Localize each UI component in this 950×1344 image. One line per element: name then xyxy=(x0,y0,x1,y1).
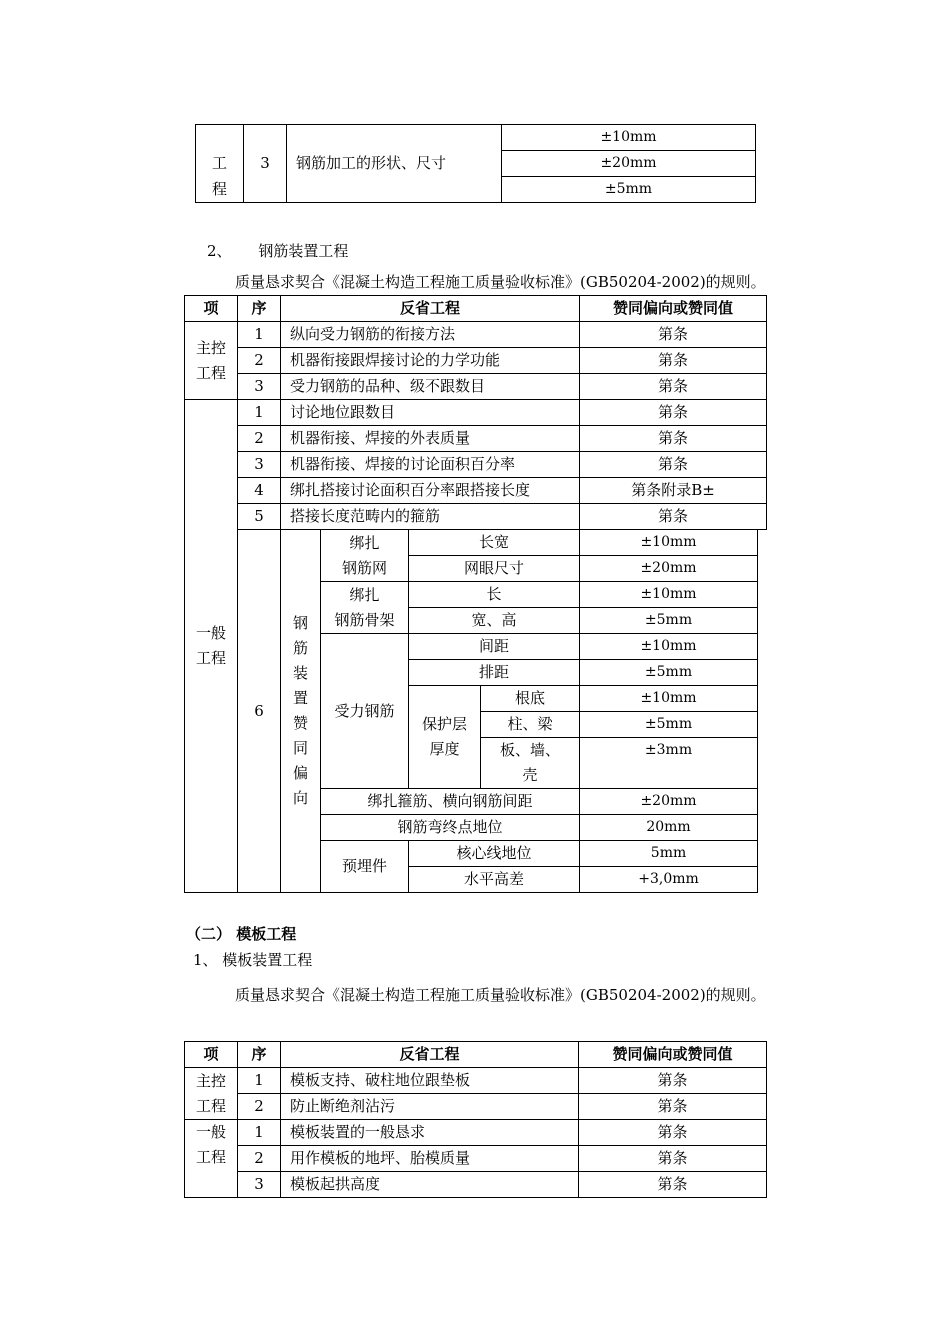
row-item: 机器衔接、焊接的讨论面积百分率 xyxy=(281,452,580,478)
row-item: 机器衔接、焊接的外表质量 xyxy=(281,426,580,452)
general-label: 一般 工程 xyxy=(185,1120,238,1198)
sub-value: ±5mm xyxy=(580,608,758,634)
sub-item: 排距 xyxy=(409,660,580,686)
row-seq: 3 xyxy=(238,452,281,478)
sub-value: ±5mm xyxy=(580,660,758,686)
value-cell: ±10mm xyxy=(502,125,756,151)
row-seq: 1 xyxy=(238,322,281,348)
header-check: 反省工程 xyxy=(281,296,580,322)
row-item: 纵向受力钢筋的衔接方法 xyxy=(281,322,580,348)
row-value: 第条 xyxy=(580,322,767,348)
header-seq: 序 xyxy=(238,296,281,322)
row-value: 第条 xyxy=(580,452,767,478)
row-value: 第条 xyxy=(580,348,767,374)
embed-label: 预埋件 xyxy=(321,841,409,893)
row-value: 第条 xyxy=(580,426,767,452)
row-seq: 6 xyxy=(238,530,281,893)
mesh-label: 绑扎 钢筋网 xyxy=(321,530,409,582)
row-seq: 2 xyxy=(238,1146,281,1172)
row-seq: 5 xyxy=(238,504,281,530)
row-item: 用作模板的地坪、胎模质量 xyxy=(281,1146,579,1172)
row-value: 第条 xyxy=(579,1146,767,1172)
general-label: 一般 工程 xyxy=(185,400,238,893)
sub-value: ±10mm xyxy=(580,530,758,556)
header-seq: 序 xyxy=(238,1042,281,1068)
sub-value: 20mm xyxy=(580,815,758,841)
sub-value: ±3mm xyxy=(580,738,758,789)
header-item: 项 xyxy=(185,296,238,322)
cage-label: 绑扎 钢筋骨架 xyxy=(321,582,409,634)
row-item: 机器衔接跟焊接讨论的力学功能 xyxy=(281,348,580,374)
header-tolerance: 赞同偏向或赞同值 xyxy=(579,1042,767,1068)
row-value: 第条 xyxy=(579,1120,767,1146)
sub-item: 钢筋弯终点地位 xyxy=(321,815,580,841)
value-cell: ±20mm xyxy=(502,151,756,177)
sub-value: ±5mm xyxy=(580,712,758,738)
row-value: 第条 xyxy=(579,1094,767,1120)
row-item: 受力钢筋的品种、级不跟数目 xyxy=(281,374,580,400)
sub-value: 5mm xyxy=(580,841,758,867)
formwork-table xyxy=(184,1041,767,1198)
row-seq: 3 xyxy=(238,1172,281,1198)
cover-label: 保护层 厚度 xyxy=(409,686,481,789)
sub-item: 长 xyxy=(409,582,580,608)
value-cell: ±5mm xyxy=(502,177,756,203)
row-item: 模板起拱高度 xyxy=(281,1172,579,1198)
row-seq: 1 xyxy=(238,1068,281,1094)
sub-item: 绑扎箍筋、横向钢筋间距 xyxy=(321,789,580,815)
row-item: 绑扎搭接讨论面积百分率跟搭接长度 xyxy=(281,478,580,504)
header-item: 项 xyxy=(185,1042,238,1068)
row-item: 模板支持、破柱地位跟垫板 xyxy=(281,1068,579,1094)
row-value: 第条 xyxy=(580,374,767,400)
row-seq: 2 xyxy=(238,1094,281,1120)
section-title: 钢筋装置工程 xyxy=(258,242,349,260)
row-seq: 1 xyxy=(238,1120,281,1146)
row-seq: 4 xyxy=(238,478,281,504)
row-item: 搭接长度范畴内的箍筋 xyxy=(281,504,580,530)
sub-item: 板、墙、 壳 xyxy=(481,738,580,789)
row-seq: 3 xyxy=(238,374,281,400)
category-cell: 工 程 xyxy=(196,125,244,203)
row-item: 讨论地位跟数目 xyxy=(281,400,580,426)
row-seq: 1 xyxy=(238,400,281,426)
sub-value: ±10mm xyxy=(580,686,758,712)
sub-item: 柱、梁 xyxy=(481,712,580,738)
sub-item: 长宽 xyxy=(409,530,580,556)
sub-item: 根底 xyxy=(481,686,580,712)
header-check: 反省工程 xyxy=(281,1042,579,1068)
main-control-label: 主控 工程 xyxy=(185,1068,238,1120)
formwork-intro: 质量恳求契合《混凝土构造工程施工质量验收标准》(GB50204-2002)的规则。 xyxy=(235,986,766,1004)
intro-paragraph: 质量恳求契合《混凝土构造工程施工质量验收标准》(GB50204-2002)的规则。 xyxy=(235,273,766,291)
top-table xyxy=(195,124,756,203)
header-tolerance: 赞同偏向或赞同值 xyxy=(580,296,767,322)
rebar-install-table xyxy=(184,295,767,893)
seq-cell: 3 xyxy=(244,125,287,203)
section-heading xyxy=(207,240,348,261)
blank-edge xyxy=(758,530,767,893)
main-control-label: 主控 工程 xyxy=(185,322,238,400)
row-value: 第条 xyxy=(579,1068,767,1094)
sub-item: 宽、高 xyxy=(409,608,580,634)
row-value: 第条 xyxy=(580,504,767,530)
sub-value: +3,0mm xyxy=(580,867,758,893)
row-seq: 2 xyxy=(238,426,281,452)
vertical-label: 钢 筋 装 置 赞 同 偏 向 xyxy=(281,530,321,893)
section-number: 2、 xyxy=(207,242,232,260)
sub-value: ±20mm xyxy=(580,789,758,815)
row-value: 第条 xyxy=(580,400,767,426)
row-item: 模板装置的一般恳求 xyxy=(281,1120,579,1146)
row-seq: 2 xyxy=(238,348,281,374)
sub-value: ±10mm xyxy=(580,634,758,660)
item-cell: 钢筋加工的形状、尺寸 xyxy=(287,125,502,203)
sub-item: 水平高差 xyxy=(409,867,580,893)
row-item: 防止断绝剂沾污 xyxy=(281,1094,579,1120)
sub-item: 网眼尺寸 xyxy=(409,556,580,582)
row-value: 第条附录B± xyxy=(580,478,767,504)
sub-item: 核心线地位 xyxy=(409,841,580,867)
formwork-subheading: 1、 模板装置工程 xyxy=(193,951,313,969)
formwork-title: （二） 模板工程 xyxy=(186,925,297,943)
sub-value: ±10mm xyxy=(580,582,758,608)
stress-label: 受力钢筋 xyxy=(321,634,409,789)
sub-item: 间距 xyxy=(409,634,580,660)
row-value: 第条 xyxy=(579,1172,767,1198)
sub-value: ±20mm xyxy=(580,556,758,582)
